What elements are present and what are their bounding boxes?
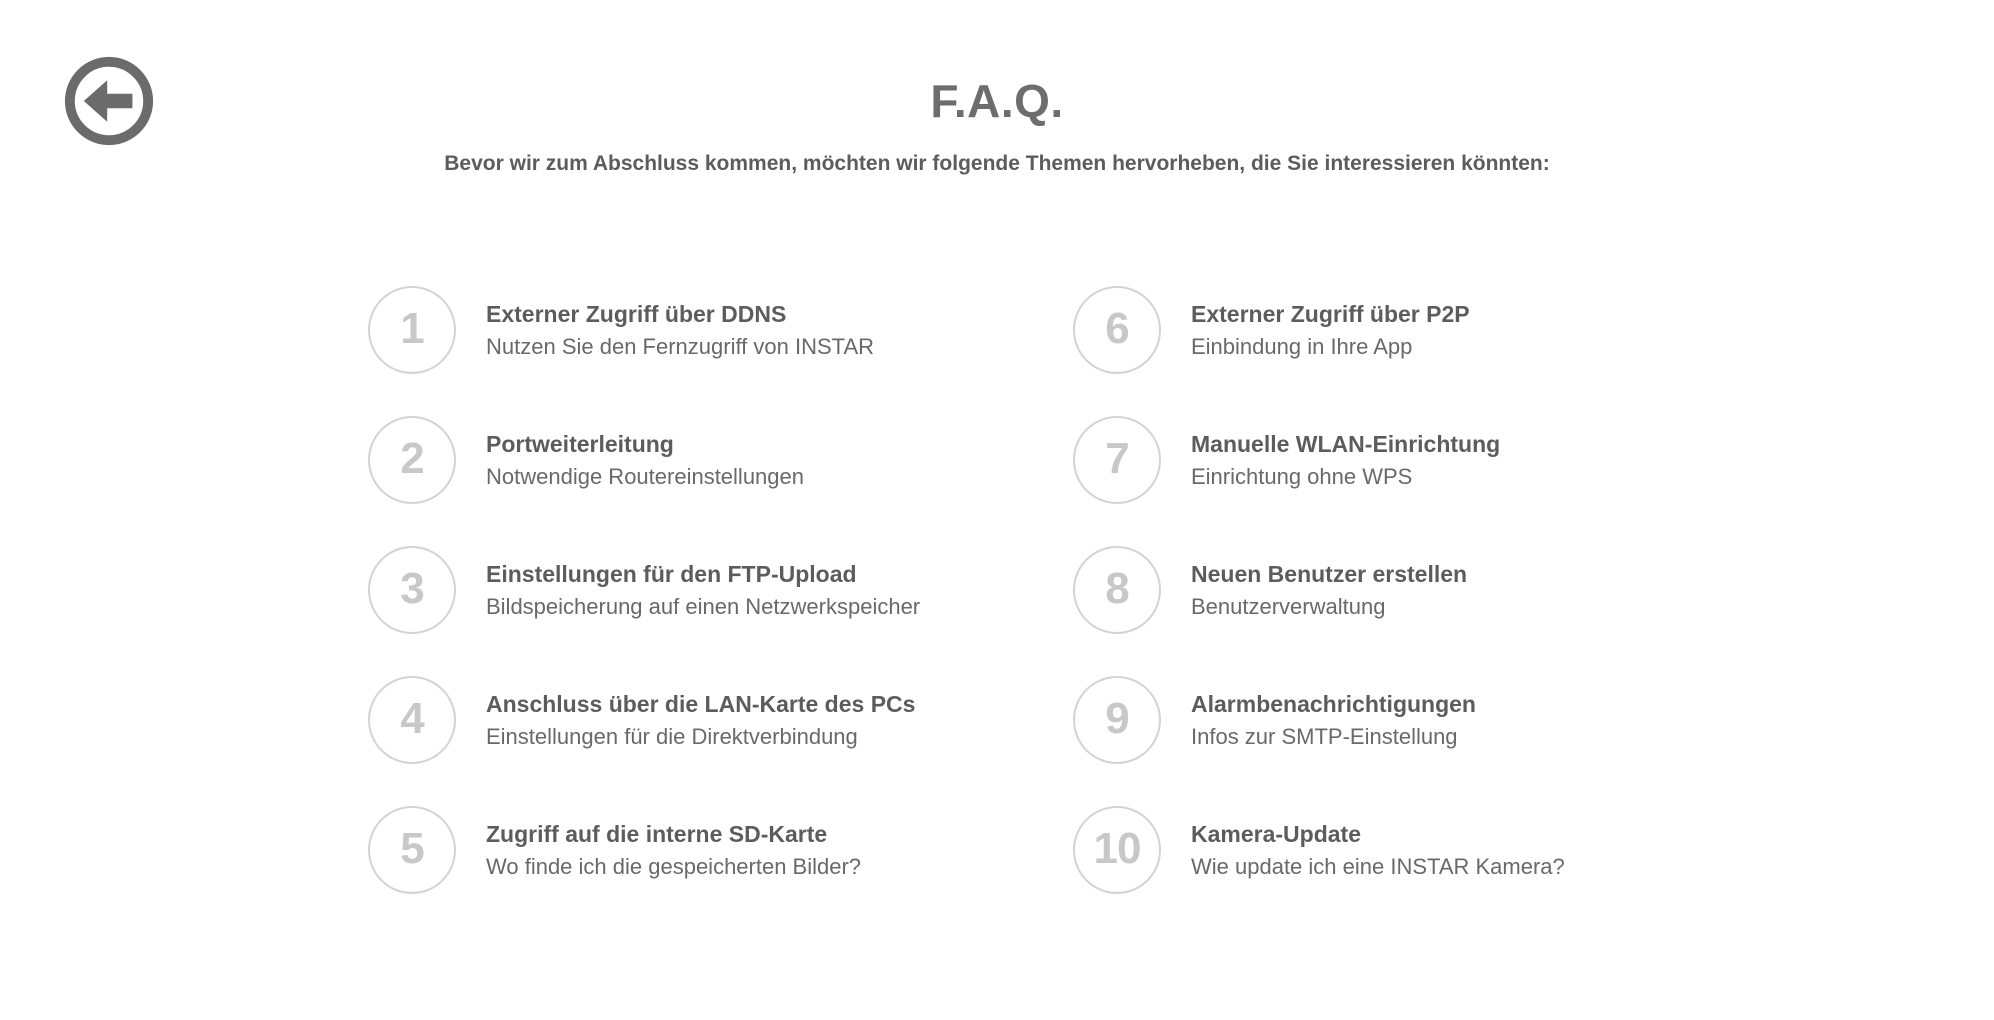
faq-item-description: Einbindung in Ihre App	[1191, 334, 1413, 360]
faq-text	[486, 300, 874, 361]
faq-number: 2	[400, 434, 424, 484]
faq-number-badge	[368, 416, 456, 504]
faq-number: 3	[400, 564, 424, 614]
faq-item-title: Manuelle WLAN-Einrichtung	[1191, 430, 1501, 457]
faq-text	[486, 430, 804, 491]
faq-item[interactable]	[1073, 265, 1778, 395]
faq-text	[1191, 690, 1476, 751]
back-arrow-icon	[64, 56, 154, 146]
faq-item[interactable]	[368, 655, 1073, 785]
faq-number: 10	[1093, 824, 1141, 874]
faq-item-description: Infos zur SMTP-Einstellung	[1191, 724, 1458, 750]
faq-item-title: Externer Zugriff über DDNS	[486, 300, 787, 327]
faq-number-badge	[368, 286, 456, 374]
faq-text	[486, 690, 915, 751]
faq-item-title: Einstellungen für den FTP-Upload	[486, 560, 857, 587]
faq-number: 4	[400, 694, 424, 744]
faq-item[interactable]	[1073, 525, 1778, 655]
faq-text	[1191, 300, 1470, 361]
faq-number: 1	[400, 304, 424, 354]
faq-item[interactable]	[1073, 395, 1778, 525]
page-header	[0, 0, 1994, 177]
faq-text	[1191, 560, 1467, 621]
faq-number: 5	[400, 824, 424, 874]
faq-text	[486, 560, 920, 621]
faq-item-description: Notwendige Routereinstellungen	[486, 464, 804, 490]
faq-item-title: Portweiterleitung	[486, 430, 674, 457]
faq-number: 6	[1105, 304, 1129, 354]
faq-number-badge	[368, 546, 456, 634]
faq-item-description: Einstellungen für die Direktverbindung	[486, 724, 858, 750]
faq-grid	[368, 265, 1994, 915]
faq-number-badge	[1073, 286, 1161, 374]
faq-item-description: Bildspeicherung auf einen Netzwerkspeicher	[486, 594, 921, 620]
faq-item[interactable]	[368, 525, 1073, 655]
faq-item[interactable]	[368, 265, 1073, 395]
faq-number-badge	[1073, 416, 1161, 504]
faq-item-description: Einrichtung ohne WPS	[1191, 464, 1413, 490]
page-title: F.A.Q.	[930, 75, 1064, 127]
faq-number-badge	[368, 806, 456, 894]
faq-item[interactable]	[368, 395, 1073, 525]
faq-item-title: Externer Zugriff über P2P	[1191, 300, 1470, 327]
faq-item[interactable]	[1073, 655, 1778, 785]
faq-number-badge	[368, 676, 456, 764]
faq-item[interactable]	[368, 785, 1073, 915]
faq-number: 8	[1105, 564, 1129, 614]
faq-text	[1191, 820, 1565, 881]
faq-item-title: Zugriff auf die interne SD-Karte	[486, 820, 828, 847]
faq-item-title: Kamera-Update	[1191, 820, 1361, 847]
faq-item-title: Alarmbenachrichtigungen	[1191, 690, 1476, 717]
faq-number-badge	[1073, 546, 1161, 634]
faq-number-badge	[1073, 806, 1161, 894]
faq-item-title: Neuen Benutzer erstellen	[1191, 560, 1468, 587]
faq-number: 7	[1105, 434, 1129, 484]
faq-item[interactable]	[1073, 785, 1778, 915]
faq-number-badge	[1073, 676, 1161, 764]
faq-item-description: Wo finde ich die gespeicherten Bilder?	[486, 854, 862, 880]
faq-item-description: Benutzerverwaltung	[1191, 594, 1386, 620]
faq-text	[1191, 430, 1500, 491]
faq-number: 9	[1105, 694, 1129, 744]
faq-text	[486, 820, 861, 881]
back-button[interactable]	[64, 56, 154, 146]
page-subtitle: Bevor wir zum Abschluss kommen, möchten wir folgende Themen hervorheben, die Sie interessieren könnten:	[444, 152, 1550, 175]
faq-item-description: Wie update ich eine INSTAR Kamera?	[1191, 854, 1565, 880]
faq-item-description: Nutzen Sie den Fernzugriff von INSTAR	[486, 334, 875, 360]
faq-item-title: Anschluss über die LAN-Karte des PCs	[486, 690, 916, 717]
